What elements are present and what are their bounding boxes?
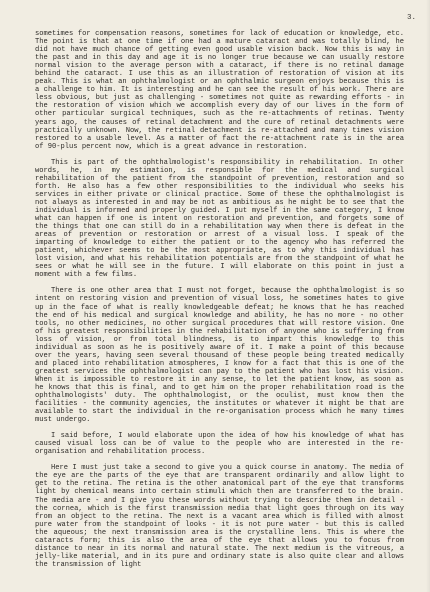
paragraph-2: This is part of the ophthalmologist's responsibility in rehabilitation. In other words, he, in my estimation, is responsible for the medical and surgical rehabilitation of the patient from the standpoint of prevention, restoration and so forth. He also has a few other responsibilities to the individual who seeks his services in either private or clinical practice. Some of these the ophthalmologist is not always as interested in and may be not as ambitious as he might be to see that the individual is informed and properly guided. I put myself in the same category, I know what can happen if one is intent on restoration and prevention, and forgets some of the things that one can still do in a rehabilitation way when there is defeat in the areas of prevention or restoration or arrest of a visual loss. I speak of the imparting of knowledge to either the patient or to the agency who has referred the patient, whichever seems to be the most appropriate, as to why this individual has lost vision, and what his rehabilitation potentials are from the standpoint of what he sees or what he will see in the future. I will elaborate on this point in just a moment with a few films. [35,158,404,280]
page-edge-shadow [426,0,430,592]
page-number: 3. [406,14,416,22]
paragraph-1: sometimes for compensation reasons, sometimes for lack of education or knowledge, etc. The point is that at one time if one had a mature cataract and was totally blind, he did not have much chance of getting even good usable vision back. Now this is way in the past and in this day and age it is no longer true because we can usually restore normal vision to the average person with a cataract, if there is no retinal damage behind the cataract. I use this as an illustration of restoration of vision at its peak. This is what an ophthalmologist or an ophthalmic surgeon enjoys because this is a challenge to him. It is interesting and he can see the result of his work. There are less obvious, but just as challenging - sometimes not quite as rewarding efforts - in the restoration of vision which we accomplish every day of our lives in the form of other particular surgical techniques, such as the re-attachments of retinas. Twenty years ago, the causes of retinal detachment and the cure of retinal detachments were practically unknown. Now, the retinal detachment is re-attached and many times vision restored to a usable level. As a matter of fact the re-attachment rate is in the area of 90-plus percent now, which is a great advance in restoration. [35,30,404,151]
paragraph-4: I said before, I would elaborate upon the idea of how his knowledge of what has caused visual loss can be of value to the people who are interested in the re-organisation and rehabilitation process. [35,432,404,457]
paragraph-5: Here I must just take a second to give you a quick course in anatomy. The media of the eye are the parts of the eye that are transparent ordinarily and allow light to get to the retina. The retina is the other anatomical part of the eye that transforms light by chemical means into certain stimuli which then are transferred to the brain. The media are - and I give you these words without trying to describe them in detail - the cornea, which is the first transmission media that light goes through on its way from an object to the retina. The next is a vacant area which is filled with almost pure water from the standpoint of looks - it is not pure water - but this is called the aqueous; the next transmission area is the crystalline lens. This is where the cataracts form; this is also the area of the eye that allows you to focus from distance to near in its normal and natural state. The next medium is the vitreous, a jelly-like material, and in its pure and ordinary state is also quite clear and allows the transmission of light [35,464,404,569]
paragraph-3: There is one other area that I must not forget, because the ophthalmologist is so intent on restoring vision and prevention of visual loss, he sometimes hates to give up in the face of what is really knowledgeable defeat; he knows that he has reached the end of his medical and surgical knowledge and ability, he has no more - no other tools, no other medicines, no other surgical procedures that will restore vision. One of his greatest responsibilities in the rehabilitation of anyone who is suffering from loss of vision, or from total blindness, is to impart this knowledge to this individual as soon as he is positively aware of it. I make a point of this because over the years, having seen several thousand of these people being treated medically and placed into rehabilitation atmospheres, I know for a fact that this is one of the greatest services the ophthalmologist can pay to the patient who has lost his vision. When it is impossible to restore it in any sense, to let the patient know, as soon as he knows that this is final, and to get him on the proper rehabilitation road is the ophthalmologists' duty. The ophthalmologist, or the oculist, must know then the facilities - the community agencies, the institutes or whatever it might be that are available to start the individual in the re-organisation process which he many times must undergo. [35,287,404,425]
